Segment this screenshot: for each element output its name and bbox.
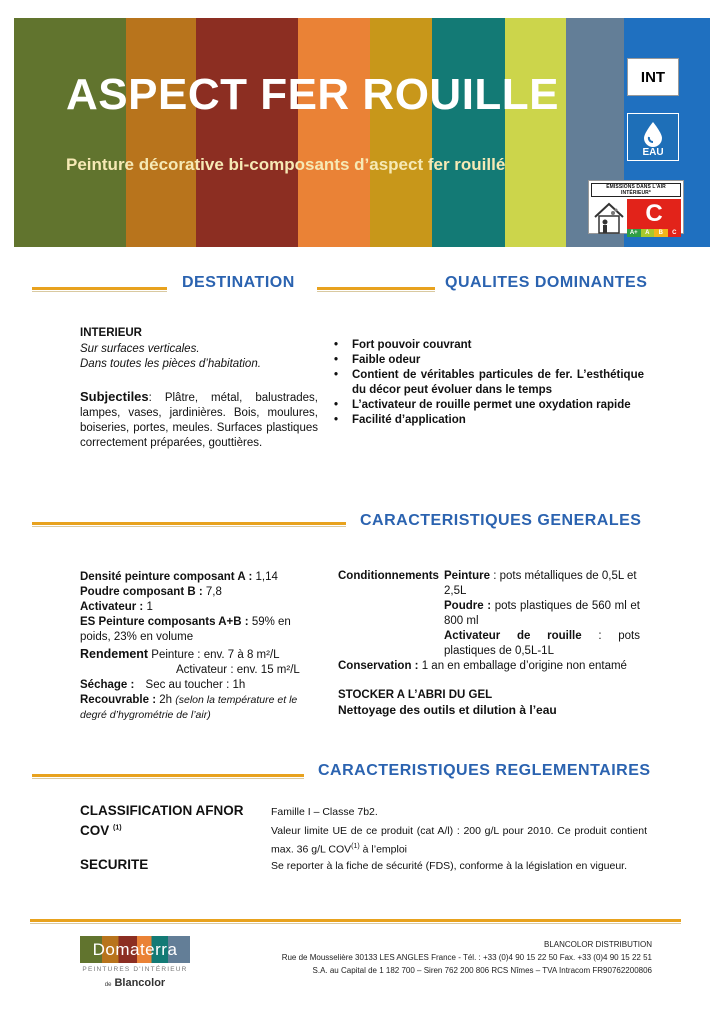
list-item: • L’activateur de rouille permet une oxydation rapide xyxy=(332,398,644,413)
subjectiles-text: Subjectiles: Plâtre, métal, balustrades, lampes, vases, jardinières. Bois, moulures, boiseries, portes, meules. Surfaces plastiques correctement préparées, gouttières. xyxy=(80,389,318,449)
emissions-badge xyxy=(588,180,684,234)
generales-title: CARACTERISTIQUES GENERALES xyxy=(360,512,642,529)
subjectiles-label: Subjectiles xyxy=(80,389,149,404)
footer-address: Rue de Mousselière 30133 LES ANGLES France - Tél. : +33 (0)4 90 15 22 50 Fax. +33 (0)4 90 15 22 51 xyxy=(281,953,652,962)
color-stripe xyxy=(126,18,196,247)
destination-line: Sur surfaces verticales. xyxy=(80,343,200,355)
cov-label: COV $^{(1)}$ xyxy=(80,823,122,838)
securite-label: SECURITE xyxy=(80,857,149,872)
domaterra-logo xyxy=(80,936,190,989)
footer-company: BLANCOLOR DISTRIBUTION xyxy=(543,940,652,949)
destination-title: DESTINATION xyxy=(182,274,295,291)
cov-value: Valeur limite UE de ce produit (cat A/l) : 200 g/L pour 2010. Ce produit contient max. 36 g/L COV$^{(1)}$ à l’emploi xyxy=(271,825,647,856)
footer-divider xyxy=(30,919,681,922)
list-item: • Contient de véritables particules de fer. L’esthétique du décor peut évoluer dans le temps xyxy=(332,368,644,398)
stocker-note: STOCKER A L’ABRI DU GEL xyxy=(338,689,493,701)
int-badge: INT xyxy=(627,58,679,96)
emissions-class: C xyxy=(627,199,681,229)
color-stripe xyxy=(505,18,566,247)
page-subtitle: Peinture décorative bi-composants d’aspect fer rouillé xyxy=(66,155,506,174)
footer-legal: S.A. au Capital de 1 182 700 – Siren 762 200 806 RCS Nîmes – TVA Intracom FR90762200806 xyxy=(312,966,652,975)
page-title: ASPECT FER ROUILLE xyxy=(66,70,560,119)
color-stripe xyxy=(298,18,370,247)
emissions-scale: A+ A B C xyxy=(627,229,681,237)
qualites-title: QUALITES DOMINANTES xyxy=(445,274,648,291)
nettoyage-note: Nettoyage des outils et dilution à l’eau xyxy=(338,703,557,717)
eau-label: EAU xyxy=(642,147,664,158)
destination-line: Dans toutes les pièces d’habitation. xyxy=(80,358,261,370)
list-item: • Faible odeur xyxy=(332,353,644,368)
logo-subtitle: PEINTURES D'INTÉRIEUR xyxy=(82,966,188,973)
section-divider xyxy=(32,287,167,290)
qualites-list xyxy=(332,338,644,428)
emissions-label: ÉMISSIONS DANS L'AIR INTÉRIEUR* xyxy=(591,183,681,197)
water-drop-icon xyxy=(642,121,664,147)
logo-wordmark: Domaterra xyxy=(80,936,190,963)
house-icon xyxy=(591,199,627,237)
blancolor-brand: de Blancolor xyxy=(104,977,166,989)
securite-value: Se reporter à la fiche de sécurité (FDS), conforme à la législation en vigueur. xyxy=(271,860,628,872)
list-item: • Fort pouvoir couvrant xyxy=(332,338,644,353)
reglementaires-title: CARACTERISTIQUES REGLEMENTAIRES xyxy=(318,762,651,779)
eau-badge xyxy=(627,113,679,161)
color-stripe xyxy=(14,18,126,247)
color-stripe xyxy=(432,18,505,247)
color-stripe xyxy=(196,18,298,247)
classification-label: CLASSIFICATION AFNOR xyxy=(80,803,244,818)
list-item: • Facilité d’application xyxy=(332,413,644,428)
generales-right-column: Conditionnements Peinture : pots métalliques de 0,5L et 2,5L Poudre : pots plastiques de 560 ml et 800 ml Activateur de rouille : pots plastiques de 0,5L-1L Conservation : 1 an en emballage d’origine non entamé STOCKER A L’ABRI DU GEL Nettoyage des outils et dilution à l’eau xyxy=(338,570,640,717)
destination-heading: INTERIEUR xyxy=(80,327,142,339)
generales-left-column: Densité peinture composant A : 1,14 Poudre composant B : 7,8 Activateur : 1 ES Peinture composants A+B : 59% en poids, 23% en volume Rendement Peinture : env. 7 à 8 m²/L Activateur : env. 15 m²/L Séchage : Sec au toucher : 1h Recouvrable : 2h (selon la température et le degré d’hygrométrie de l’air) xyxy=(80,571,300,721)
section-divider xyxy=(317,287,435,290)
section-divider xyxy=(32,522,346,525)
color-stripe xyxy=(370,18,432,247)
section-divider xyxy=(32,774,304,777)
classification-value: Famille I – Classe 7b2. xyxy=(271,806,378,818)
